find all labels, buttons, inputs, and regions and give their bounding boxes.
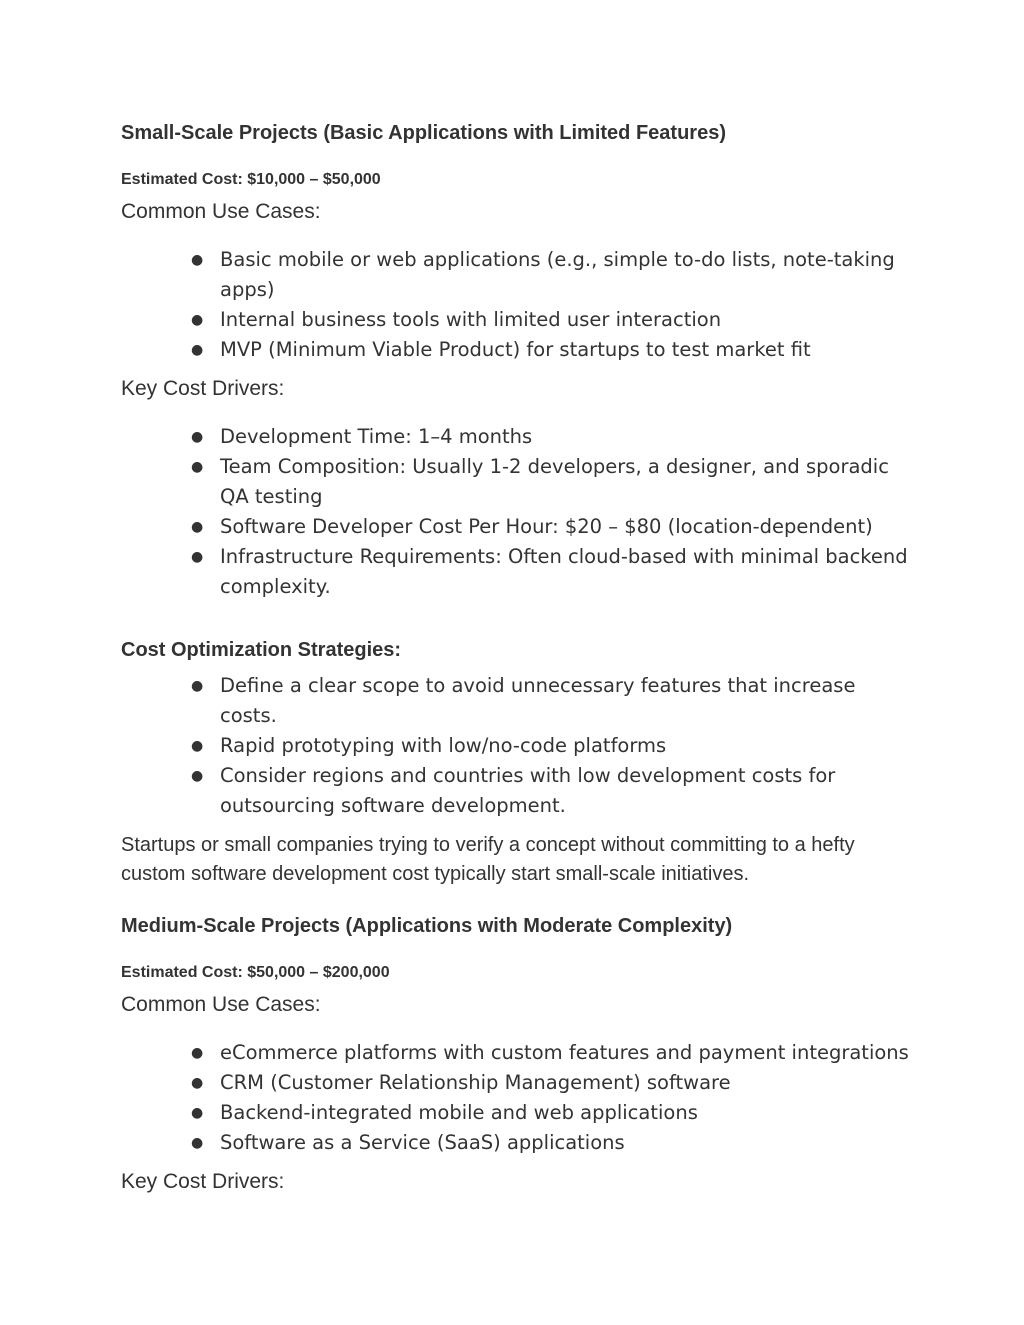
bullet-icon: ● bbox=[191, 519, 204, 535]
optimization-list bbox=[191, 671, 911, 821]
list-item: ● Software Developer Cost Per Hour: $20 – $80 (location-dependent) bbox=[191, 512, 911, 542]
list-item: ● MVP (Minimum Viable Product) for startups to test market fit bbox=[191, 335, 911, 365]
medium-use-cases-list bbox=[191, 1038, 911, 1158]
small-scale-heading: Small-Scale Projects (Basic Applications with Limited Features) bbox=[121, 122, 726, 144]
bullet-icon: ● bbox=[191, 768, 204, 784]
bullet-icon: ● bbox=[191, 1135, 204, 1151]
list-item: ● eCommerce platforms with custom features and payment integrations bbox=[191, 1038, 911, 1068]
medium-drivers-label: Key Cost Drivers: bbox=[121, 1170, 285, 1193]
bullet-icon: ● bbox=[191, 312, 204, 328]
bullet-icon: ● bbox=[191, 678, 204, 694]
list-item: ● Basic mobile or web applications (e.g., simple to-do lists, note-taking apps) bbox=[191, 245, 911, 305]
small-summary-paragraph: Startups or small companies trying to verify a concept without committing to a hefty custom software development cost typically start small-scale initiatives. bbox=[121, 834, 855, 885]
list-item: ● Team Composition: Usually 1-2 developers, a designer, and sporadic QA testing bbox=[191, 452, 911, 512]
optimization-heading: Cost Optimization Strategies: bbox=[121, 639, 402, 661]
small-estimated-cost: Estimated Cost: $10,000 – $50,000 bbox=[121, 171, 381, 188]
list-item: ● Software as a Service (SaaS) applications bbox=[191, 1128, 911, 1158]
bullet-icon: ● bbox=[191, 342, 204, 358]
small-drivers-list bbox=[191, 422, 911, 602]
list-item: ● Consider regions and countries with low development costs for outsourcing software development. bbox=[191, 761, 911, 821]
list-item: ● CRM (Customer Relationship Management) software bbox=[191, 1068, 911, 1098]
small-use-cases-label: Common Use Cases: bbox=[121, 200, 321, 223]
medium-scale-heading: Medium-Scale Projects (Applications with Moderate Complexity) bbox=[121, 915, 733, 937]
bullet-icon: ● bbox=[191, 1045, 204, 1061]
bullet-icon: ● bbox=[191, 549, 204, 565]
list-item: ● Rapid prototyping with low/no-code platforms bbox=[191, 731, 911, 761]
list-item: ● Internal business tools with limited user interaction bbox=[191, 305, 911, 335]
list-item: ● Backend-integrated mobile and web applications bbox=[191, 1098, 911, 1128]
bullet-icon: ● bbox=[191, 738, 204, 754]
bullet-icon: ● bbox=[191, 459, 204, 475]
small-drivers-label: Key Cost Drivers: bbox=[121, 377, 285, 400]
list-item: ● Development Time: 1–4 months bbox=[191, 422, 911, 452]
medium-use-cases-label: Common Use Cases: bbox=[121, 993, 321, 1016]
medium-estimated-cost: Estimated Cost: $50,000 – $200,000 bbox=[121, 964, 390, 981]
list-item: ● Define a clear scope to avoid unnecessary features that increase costs. bbox=[191, 671, 911, 731]
bullet-icon: ● bbox=[191, 1075, 204, 1091]
small-use-cases-list bbox=[191, 245, 911, 365]
list-item: ● Infrastructure Requirements: Often cloud-based with minimal backend complexity. bbox=[191, 542, 911, 602]
bullet-icon: ● bbox=[191, 1105, 204, 1121]
bullet-icon: ● bbox=[191, 252, 204, 268]
bullet-icon: ● bbox=[191, 429, 204, 445]
